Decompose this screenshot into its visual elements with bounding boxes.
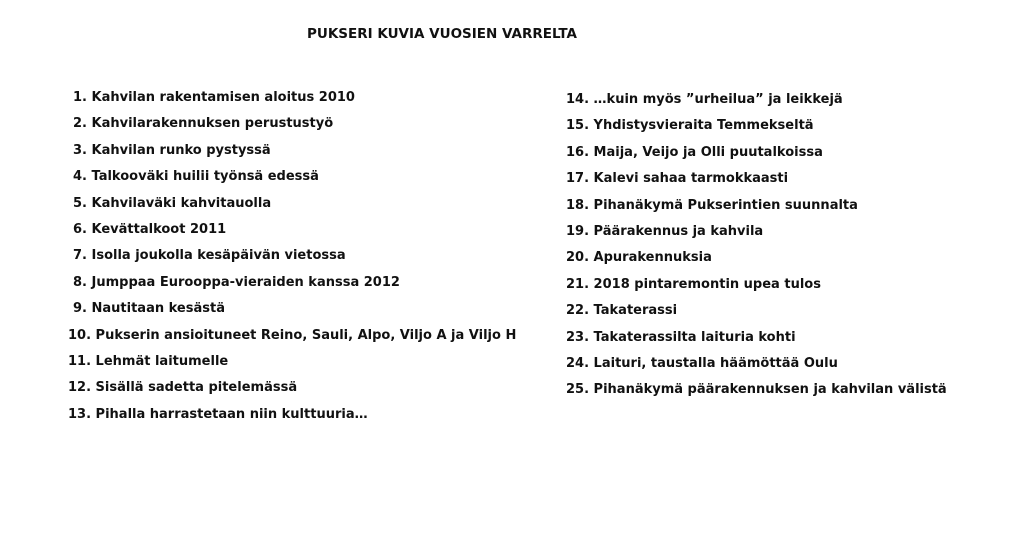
- list-item: 16. Maija, Veijo ja Olli puutalkoissa: [566, 144, 823, 160]
- list-item: 20. Apurakennuksia: [566, 250, 712, 266]
- photo-list-left: [68, 89, 516, 432]
- list-item: 14. …kuin myös ”urheilua” ja leikkejä: [566, 92, 843, 107]
- list-item: 22. Takaterassi: [566, 303, 678, 319]
- list-item: 7. Isolla joukolla kesäpäivän vietossa: [73, 248, 346, 264]
- list-item: 10. Pukserin ansioituneet Reino, Sauli, Alpo, Viljo A ja Viljo H: [68, 327, 517, 343]
- photo-list-right: [566, 91, 947, 408]
- list-item: 8. Jumppaa Eurooppa-vieraiden kanssa 2012: [73, 274, 400, 290]
- list-item: 24. Laituri, taustalla häämöttää Oulu: [566, 355, 838, 371]
- list-item: 13. Pihalla harrastetaan niin kulttuuria…: [68, 406, 368, 422]
- list-item: 21. 2018 pintaremontin upea tulos: [566, 276, 821, 292]
- list-item: 19. Päärakennus ja kahvila: [566, 223, 764, 239]
- page-title: PUKSERI KUVIA VUOSIEN VARRELTA: [306, 26, 577, 42]
- list-item: 17. Kalevi sahaa tarmokkaasti: [566, 171, 789, 187]
- list-item: 3. Kahvilan runko pystyssä: [73, 142, 271, 158]
- list-item: 11. Lehmät laitumelle: [68, 353, 229, 369]
- list-item: 23. Takaterassilta laituria kohti: [566, 329, 796, 345]
- list-item: 15. Yhdistysvieraita Temmekseltä: [566, 118, 814, 134]
- list-item: 9. Nautitaan kesästä: [73, 301, 225, 317]
- list-item: 12. Sisällä sadetta pitelemässä: [68, 380, 298, 396]
- list-item: 2. Kahvilarakennuksen perustustyö: [73, 116, 334, 132]
- list-item: 18. Pihanäkymä Pukserintien suunnalta: [566, 197, 858, 213]
- list-item: 1. Kahvilan rakentamisen aloitus 2010: [73, 90, 355, 105]
- list-item: 25. Pihanäkymä päärakennuksen ja kahvilan välistä: [566, 382, 947, 398]
- list-item: 6. Kevättalkoot 2011: [73, 221, 227, 237]
- list-item: 5. Kahvilaväki kahvitauolla: [73, 195, 272, 211]
- list-item: 4. Talkooväki huilii työnsä edessä: [73, 169, 319, 185]
